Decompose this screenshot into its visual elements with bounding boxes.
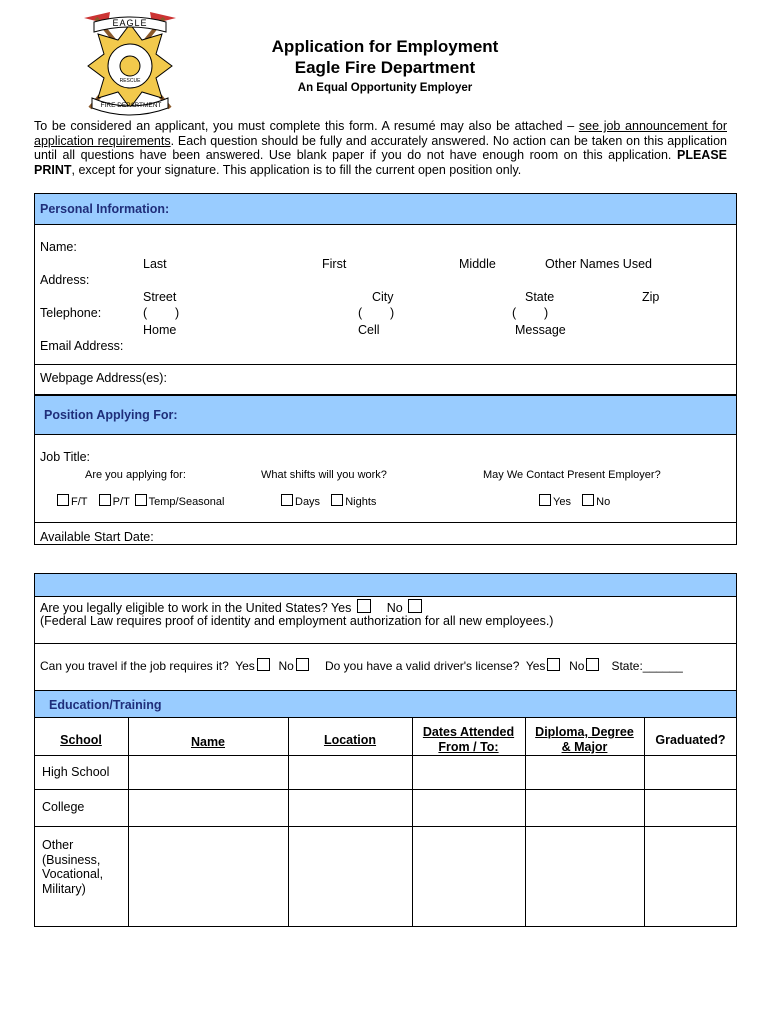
travel-yes-checkbox[interactable] <box>257 658 270 671</box>
street-caption: Street <box>143 290 177 304</box>
intro-text-1: To be considered an applicant, you must complete this form. A resumé may also be attached – <box>34 119 579 133</box>
col-school-header: School <box>60 733 102 747</box>
pt-checkbox[interactable] <box>99 494 111 506</box>
email-label: Email Address: <box>40 339 124 353</box>
col-dates-header <box>412 725 525 755</box>
license-yes-checkbox[interactable] <box>547 658 560 671</box>
form-title: Application for Employment <box>271 37 499 56</box>
department-name: Eagle Fire Department <box>294 58 476 77</box>
col-diploma-line1: Diploma, Degree <box>535 725 634 739</box>
travel-question: Can you travel if the job requires it? Yes No <box>40 658 311 673</box>
edu-col-2 <box>288 718 289 927</box>
days-label: Days <box>295 496 321 508</box>
logo-mid-text: RESCUE <box>119 78 141 84</box>
license-no-checkbox[interactable] <box>586 658 599 671</box>
contact-yes-checkbox[interactable] <box>539 494 551 506</box>
nights-label: Nights <box>345 496 377 508</box>
temp-checkbox[interactable] <box>135 494 147 506</box>
col-graduated-header: Graduated? <box>655 733 726 747</box>
eligibility-question: Are you legally eligible to work in the United States? Yes No <box>40 599 424 615</box>
address-label: Address: <box>40 273 90 287</box>
name-last-caption: Last <box>143 257 167 271</box>
temp-label: Temp/Seasonal <box>148 496 225 508</box>
position-heading: Position Applying For: <box>44 408 178 422</box>
employment-type-options <box>55 494 224 508</box>
eligibility-note: (Federal Law requires proof of identity and employment authorization for all new employees.) <box>40 614 554 628</box>
intro-text-2: . Each question should be fully and accurately answered. No action can be taken on this application until all questions have been answered. Use blank paper if you do not have enough room on this application. <box>34 133 727 162</box>
other-names-caption: Other Names Used <box>545 257 652 271</box>
col-diploma-line2: & Major <box>561 740 608 754</box>
edu-row-1-bottom <box>34 789 737 790</box>
telephone-label: Telephone: <box>40 306 102 320</box>
intro-paragraph <box>34 119 727 177</box>
contact-no-label: No <box>596 496 611 508</box>
eligible-yes-label: Yes <box>330 601 352 615</box>
col-dates-line1: Dates Attended <box>422 725 515 739</box>
name-middle-caption: Middle <box>459 257 496 271</box>
shift-options <box>279 494 376 508</box>
intro-text-3: , except for your signature. This application is to fill the current open position only. <box>71 162 522 177</box>
contact-question: May We Contact Present Employer? <box>483 469 661 481</box>
shifts-question: What shifts will you work? <box>261 469 387 481</box>
webpage-divider <box>34 364 737 365</box>
travel-yes-label: Yes <box>235 659 255 673</box>
eligible-no-label: No <box>386 601 403 615</box>
home-caption: Home <box>143 323 177 337</box>
webpage-label: Webpage Address(es): <box>40 371 167 385</box>
eligible-no-checkbox[interactable] <box>408 599 422 613</box>
days-checkbox[interactable] <box>281 494 293 506</box>
message-caption: Message <box>515 323 566 337</box>
job-announcement-link[interactable]: see job announcement for application requirements <box>34 119 727 148</box>
start-date-label: Available Start Date: <box>40 530 154 544</box>
eligibility-divider <box>34 643 737 644</box>
city-caption: City <box>372 290 394 304</box>
license-state-field[interactable]: State:______ <box>611 659 683 673</box>
col-dates-line2: From / To: <box>438 740 499 754</box>
row-college: College <box>42 800 85 814</box>
eligible-yes-checkbox[interactable] <box>357 599 371 613</box>
cell-caption: Cell <box>358 323 380 337</box>
nights-checkbox[interactable] <box>331 494 343 506</box>
contact-no-checkbox[interactable] <box>582 494 594 506</box>
cell-area-code: ( ) <box>358 306 395 320</box>
form-subtitle: An Equal Opportunity Employer <box>297 82 473 94</box>
name-label: Name: <box>40 240 77 254</box>
travel-no-label: No <box>278 659 294 673</box>
edu-col-5 <box>644 718 645 927</box>
ft-label: F/T <box>71 496 88 508</box>
personal-info-heading: Personal Information: <box>40 202 170 216</box>
col-name-header: Name <box>190 735 226 749</box>
name-first-caption: First <box>322 257 347 271</box>
col-diploma-header <box>525 725 644 755</box>
row-high-school: High School <box>42 765 110 779</box>
edu-header-row-bottom <box>34 755 737 756</box>
zip-caption: Zip <box>642 290 660 304</box>
ft-checkbox[interactable] <box>57 494 69 506</box>
row-other: Other (Business, Vocational, Military) <box>42 838 104 896</box>
eligibility-header <box>34 573 737 597</box>
message-area-code: ( ) <box>512 306 549 320</box>
license-no-label: No <box>569 659 585 673</box>
job-title-label: Job Title: <box>40 450 91 464</box>
state-caption: State <box>525 290 555 304</box>
logo-top-text: EAGLE <box>112 18 148 28</box>
travel-no-checkbox[interactable] <box>296 658 309 671</box>
home-area-code: ( ) <box>143 306 180 320</box>
edu-row-2-bottom <box>34 826 737 827</box>
pt-label: P/T <box>112 496 130 508</box>
license-yes-label: Yes <box>525 659 546 673</box>
applying-for-question: Are you applying for: <box>85 469 186 481</box>
contact-yes-label: Yes <box>553 496 571 508</box>
education-heading: Education/Training <box>49 698 162 712</box>
license-question: Do you have a valid driver's license? Yes No State:______ <box>325 659 683 673</box>
start-date-divider <box>34 522 737 523</box>
intro-bold: PLEASE PRINT <box>34 148 727 177</box>
col-location-header: Location <box>323 733 377 747</box>
logo-bottom-text: FIRE DEPARTMENT <box>100 102 162 109</box>
contact-options <box>537 494 610 508</box>
